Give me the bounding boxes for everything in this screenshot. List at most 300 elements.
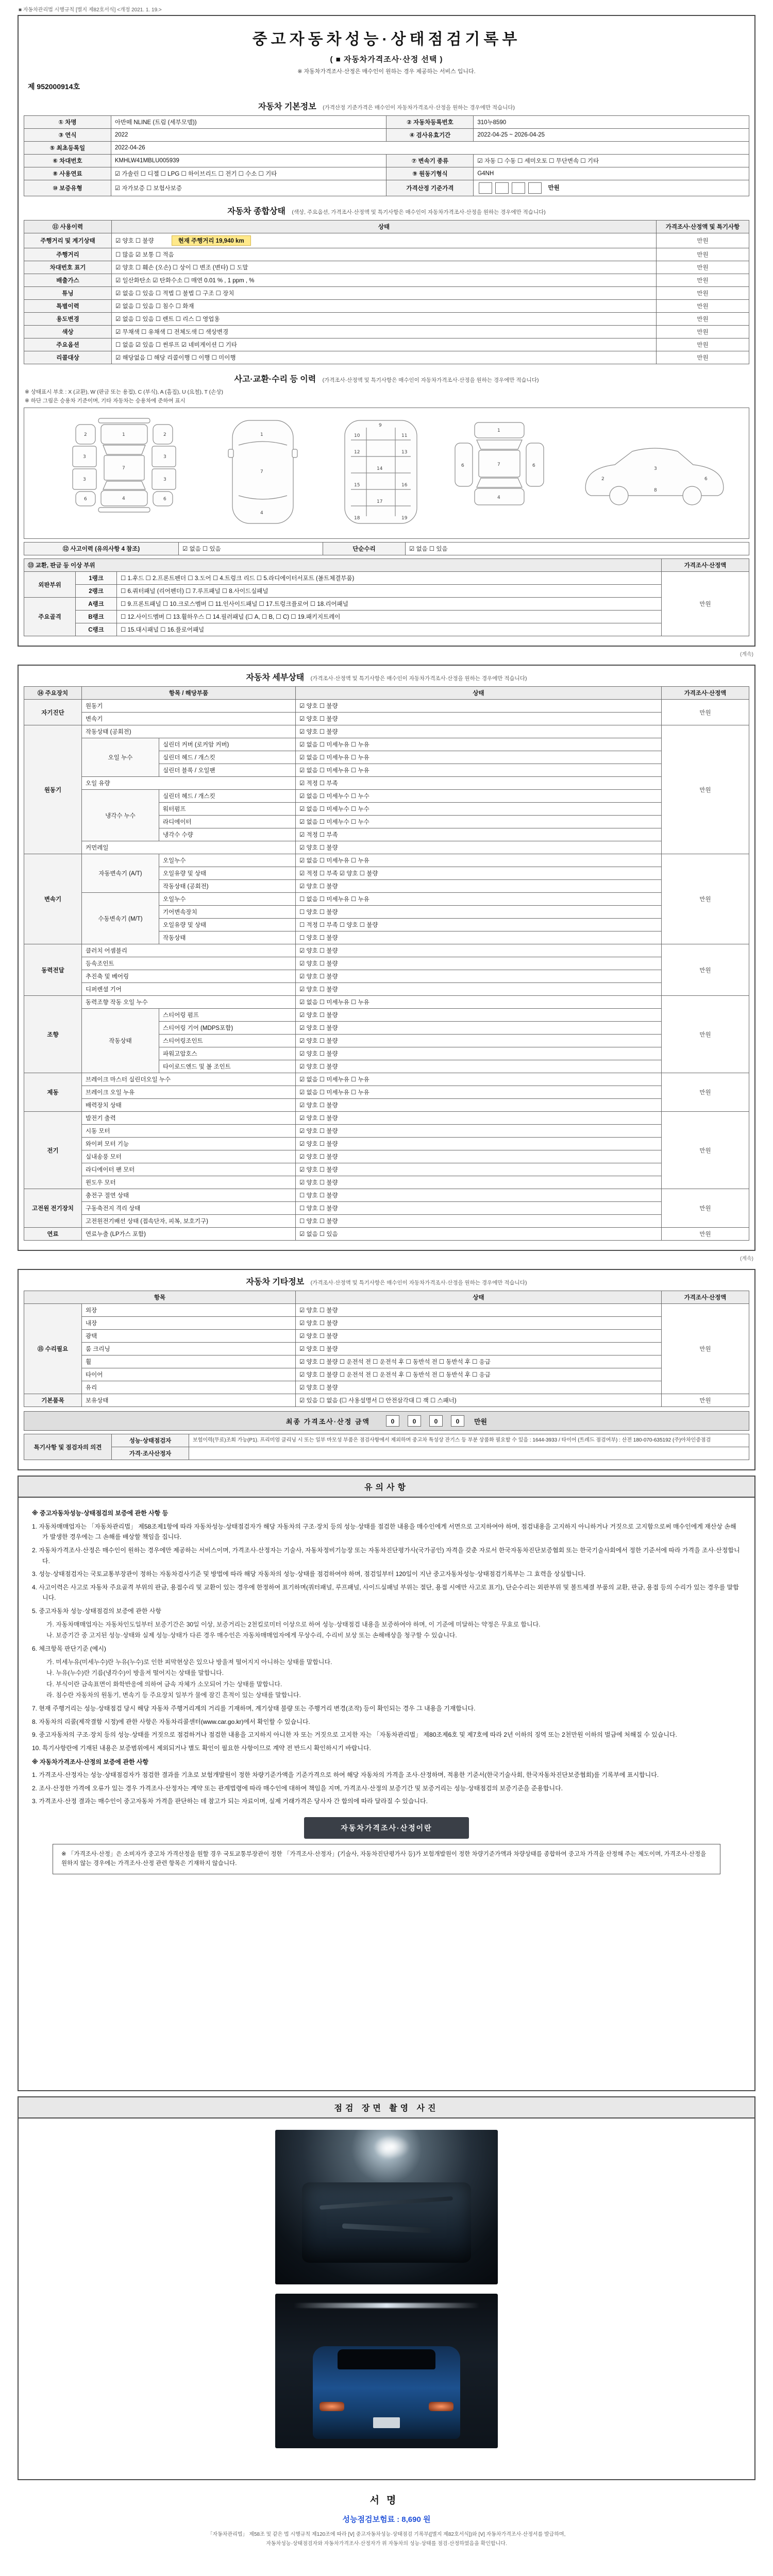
price-survey-select[interactable]: ( ■ 자동차가격조사·산정 선택 ) <box>330 55 443 64</box>
svg-text:3: 3 <box>163 477 166 482</box>
transmission-checkboxes[interactable]: ☑ 자동 ☐ 수동 ☐ 세미오토 ☐ 무단변속 ☐ 기타 <box>474 155 749 167</box>
fuel-checkboxes[interactable]: ☑ 가솔린 ☐ 디젤 ☐ LPG ☐ 하이브리드 ☐ 전기 ☐ 수소 ☐ 기타 <box>111 167 386 180</box>
fuel-label: ⑧ 사용연료 <box>24 167 111 180</box>
car-name-label: ① 차명 <box>24 116 111 129</box>
etc-info-title: 자동차 기타정보 (가격조사·산정액 및 특기사항은 매수인이 자동차가격조사·산정을 원하는 경우에만 적습니다) <box>246 1278 527 1286</box>
status-checkboxes[interactable]: ☑ 양호 ☐ 불량 <box>296 1035 662 1047</box>
status-checkboxes[interactable]: ☑ 양호 ☐ 불량 <box>296 880 662 893</box>
status-checkboxes[interactable]: ☑ 양호 ☐ 불량 <box>296 1009 662 1022</box>
fee-value: 8,690 원 <box>401 2515 431 2524</box>
warranty-type-checkboxes[interactable]: ☑ 자가보증 ☐ 보험사보증 <box>111 180 386 196</box>
status-checkboxes[interactable]: ☐ 양호 ☐ 불량 <box>296 1189 662 1202</box>
item-label: 실내송풍 모터 <box>82 1150 296 1163</box>
device-row <box>24 1368 749 1381</box>
notice-subitem: 다. 부식이란 금속표면이 화학반응에 의하여 금속 자체가 소모되어 가는 상태를 말합니다. <box>46 1680 282 1688</box>
device-cell: 고전원 전기장치 <box>24 1189 82 1228</box>
etc-block <box>18 1269 755 1470</box>
item-label: 주행거리 및 계기상태 <box>24 233 112 248</box>
item-label: 실린더 블록 / 오일팬 <box>159 764 296 777</box>
notice-item: 3. 가격조사·산정 결과는 매수인이 중고자동차 가격을 판단하는 데 참고가 되는 자료이며, 실제 거래가격은 당사자 간 합의에 따라 달라질 수 있습니다. <box>32 1798 428 1805</box>
item-label: 동력조향 작동 오일 누수 <box>82 996 296 1009</box>
item-label: 타이로드엔드 및 볼 조인트 <box>159 1060 296 1073</box>
rank-price-cell: 만원 <box>662 572 749 636</box>
item-label: 디퍼렌셜 기어 <box>82 983 296 996</box>
device-cell: 변속기 <box>24 854 82 944</box>
status-checkboxes[interactable]: ☑ 양호 ☐ 불량 <box>296 1176 662 1189</box>
status-checkboxes[interactable]: ☑ 무채색 ☐ 유채색 ☐ 전체도색 ☐ 색상변경 <box>112 326 657 338</box>
inspection-period-value: 2022-04-25 ~ 2026-04-25 <box>474 129 749 142</box>
overall-row <box>24 351 749 364</box>
final-price-digit: 0 <box>408 1415 421 1427</box>
car-underbody <box>302 2182 471 2263</box>
status-checkboxes[interactable]: ☑ 양호 ☐ 불량 <box>296 725 662 738</box>
svg-text:16: 16 <box>401 483 408 488</box>
status-checkboxes[interactable]: ☑ 양호 ☐ 불량 <box>296 1330 662 1343</box>
notice-item: 10. 특기사항란에 기재된 내용은 보증범위에서 제외되거나 별도 확인이 필요한 사항이므로 계약 전 반드시 확인하시기 바랍니다. <box>32 1744 371 1752</box>
car-diagram-panel <box>24 408 749 539</box>
svg-text:1: 1 <box>122 432 125 437</box>
device-row <box>24 1073 749 1086</box>
svg-text:1: 1 <box>260 432 263 437</box>
base-price-label: 가격산정 기준가격 <box>386 180 474 196</box>
price-header: 가격조사·산정액 <box>662 1291 749 1304</box>
notice-item: 2. 자동차가격조사·산정은 매수인이 원하는 경우에만 제공하는 서비스이며, 가격조사·산정자는 기술사, 자동차정비기능장 또는 자동차진단평가사(국가공인) 자격을 갖춘 자로서 한국자동차진단보증협회 또는 한국기술사회에서 정한 기준서에 따라 가격을 조사·산정합니다. <box>32 1546 740 1565</box>
final-price-bar <box>24 1411 749 1431</box>
status-checkboxes[interactable]: ☑ 양호 ☐ 불량 <box>296 983 662 996</box>
svg-text:17: 17 <box>377 499 383 504</box>
notice-item: 1. 가격조사·산정자는 성능·상태점검자가 점검한 결과를 기초로 보험개발원이 정한 차량기준가액을 기준가격으로 하여 해당 자동차의 가격을 조사·산정하며, 적용한 기준서(한국기술사회, 한국자동차진단보증협회)를 기록부에 표시합니다. <box>32 1771 659 1779</box>
final-price-unit: 만원 <box>474 1417 488 1426</box>
status-checkboxes[interactable]: ☑ 없음 ☐ 미세누유 ☐ 누유 <box>296 751 662 764</box>
notice-heading-2: ※ 자동차가격조사·산정의 보증에 관한 사항 <box>32 1758 149 1766</box>
status-checkboxes[interactable]: ☑ 양호 ☐ 불량 현재 주행거리 19,940 km <box>112 233 657 248</box>
status-checkboxes[interactable]: ☑ 적정 ☐ 부족 <box>296 828 662 841</box>
status-checkboxes[interactable]: ☑ 양호 ☐ 훼손 (오손) ☐ 상이 ☐ 변조 (변타) ☐ 도말 <box>112 261 657 274</box>
item-label: 윈도우 모터 <box>82 1176 296 1189</box>
device-row <box>24 1343 749 1355</box>
rank-name: C랭크 <box>76 623 117 636</box>
status-checkboxes[interactable]: ☐ 양호 ☐ 불량 <box>296 931 662 944</box>
device-row <box>24 1189 749 1202</box>
item-label: 연료누출 (LP가스 포함) <box>82 1228 296 1241</box>
device-cell: 자기진단 <box>24 700 82 725</box>
status-checkboxes[interactable]: ☑ 양호 ☐ 불량 <box>296 1060 662 1073</box>
device-row <box>24 944 749 957</box>
car-diagram-top <box>228 420 297 523</box>
notice-subitem: 라. 침수란 자동차의 원동기, 변속기 등 주요장치 일부가 물에 잠긴 흔적이 있는 상태를 말합니다. <box>46 1691 301 1699</box>
price-cell: 만원 <box>662 854 749 944</box>
price-header: 가격조사·산정액 및 특기사항 <box>657 221 749 233</box>
inspection-period-label: ④ 검사유효기간 <box>386 129 474 142</box>
status-checkboxes[interactable]: ☑ 없음 ☐ 미세누유 ☐ 누유 <box>296 738 662 751</box>
svg-text:7: 7 <box>260 469 263 474</box>
subgroup-cell: 작동상태 <box>82 1009 159 1073</box>
device-row <box>24 854 749 867</box>
status-checkboxes[interactable]: ☑ 없음 ☐ 있음 <box>296 1228 662 1241</box>
item-label: 스티어링 기어 (MDPS포함) <box>159 1022 296 1035</box>
status-checkboxes[interactable]: ☑ 없음 ☐ 있음 ☐ 침수 ☐ 화재 <box>112 300 657 313</box>
status-checkboxes[interactable]: ☑ 양호 ☐ 불량 <box>296 1150 662 1163</box>
svg-text:1: 1 <box>497 428 500 433</box>
status-checkboxes[interactable]: ☑ 없음 ☐ 미세누수 ☐ 누수 <box>296 816 662 828</box>
transmission-label: ⑦ 변속기 종류 <box>386 155 474 167</box>
main-frame-label: 주요골격 <box>24 598 76 636</box>
device-cell: 원동기 <box>24 725 82 854</box>
status-checkboxes[interactable]: ☐ 없음 ☑ 있음 ☐ 썬루프 ☑ 네비게이션 ☐ 기타 <box>112 338 657 351</box>
svg-text:12: 12 <box>354 450 360 455</box>
overall-row <box>24 248 749 261</box>
notice-subitem: 가. 자동차매매업자는 자동차인도일부터 보증기간은 30일 이상, 보증거리는 2천킬로미터 이상으로 하여 성능·상태점검 내용을 보증하여야 하며, 이 기준에 미달하는 약정은 무효로 합니다. <box>46 1620 541 1628</box>
rank-name: 1랭크 <box>76 572 117 585</box>
status-header: 상태 <box>296 687 662 700</box>
item-label: 주요옵션 <box>24 338 112 351</box>
device-row <box>24 1317 749 1330</box>
status-checkboxes[interactable]: ☐ 없음 ☐ 미세누유 ☐ 누유 <box>296 893 662 906</box>
status-checkboxes[interactable]: ☑ 없음 ☐ 미세누유 ☐ 누유 <box>296 1073 662 1086</box>
svg-text:13: 13 <box>401 450 408 455</box>
item-label: 커먼레일 <box>82 841 296 854</box>
svg-text:14: 14 <box>377 466 383 471</box>
base-price-unit: 만원 <box>548 185 560 192</box>
status-checkboxes[interactable]: ☑ 양호 ☐ 불량 <box>296 1047 662 1060</box>
model-year-label: ③ 연식 <box>24 129 111 142</box>
device-cell: 전기 <box>24 1112 82 1189</box>
status-checkboxes[interactable]: ☑ 적정 ☐ 부족 ☑ 양호 ☐ 불량 <box>296 867 662 880</box>
inspector-opinion-text: 보험이력(무료)조회 가능(P1). 프리미엄 클리닝 시 또는 일부 마모성 부품은 점검사항에서 제외하며 중고차 특성상 잔기스 등 부분 상품화 필요할 수 있음 : 1644-3933 / 타이어 (트레드 점검여부) : 산전 180-070-635192 (주)아차인증점검 <box>189 1434 749 1447</box>
notice-subitem: 가. 미세누유(미세누수)란 누유(누수)로 인한 피막현상은 있으나 방울져 떨어지지 아니하는 상태를 말합니다. <box>46 1658 332 1666</box>
base-price-digit <box>528 182 542 194</box>
overall-row <box>24 287 749 300</box>
svg-text:6: 6 <box>163 497 166 502</box>
inspection-photo-rear-lift <box>275 2294 498 2448</box>
engine-type-value: G4NH <box>474 167 749 180</box>
item-label: 리콜대상 <box>24 351 112 364</box>
status-checkboxes[interactable]: ☐ 양호 ☐ 불량 <box>296 906 662 919</box>
price-cell: 만원 <box>657 338 749 351</box>
device-row <box>24 893 749 906</box>
status-checkboxes[interactable]: ☑ 양호 ☐ 불량 <box>296 957 662 970</box>
status-checkboxes[interactable]: ☑ 양호 ☐ 불량 ☐ 운전석 전 ☐ 운전석 후 ☐ 동반석 전 ☐ 동반석 후 ☐ 응급 <box>296 1368 662 1381</box>
item-label: 고전원전기배선 상태 (접속단자, 피복, 보호기구) <box>82 1215 296 1228</box>
svg-text:10: 10 <box>354 433 360 438</box>
svg-text:8: 8 <box>654 488 657 493</box>
device-row <box>24 777 749 790</box>
overall-status-title: 자동차 종합상태 (색상, 주요옵션, 가격조사·산정액 및 특기사항은 매수인이 자동차가격조사·산정을 원하는 경우에만 적습니다) <box>227 207 546 216</box>
price-cell: 만원 <box>657 313 749 326</box>
subgroup-cell: 자동변속기 (A/T) <box>82 854 159 893</box>
device-cell: 동력전달 <box>24 944 82 996</box>
item-label: 브레이크 오일 누유 <box>82 1086 296 1099</box>
price-cell: 만원 <box>662 1394 749 1407</box>
warranty-type-label: ⑩ 보증유형 <box>24 180 111 196</box>
appraiser-opinion-text <box>189 1447 749 1460</box>
svg-text:9: 9 <box>379 423 382 428</box>
item-label: 추진축 및 베어링 <box>82 970 296 983</box>
status-checkboxes[interactable]: ☐ 많음 ☑ 보통 ☐ 적음 <box>112 248 657 261</box>
svg-text:15: 15 <box>354 483 360 488</box>
price-cell: 만원 <box>662 725 749 854</box>
status-checkboxes[interactable]: ☑ 일산화탄소 ☑ 탄화수소 ☐ 매연 0.01 % , 1 ppm , % <box>112 274 657 287</box>
status-checkboxes[interactable]: ☑ 없음 ☐ 있음 ☐ 적법 ☐ 불법 ☐ 구조 ☐ 장치 <box>112 287 657 300</box>
item-label: 유리 <box>82 1381 296 1394</box>
rank-name: A랭크 <box>76 598 117 611</box>
status-checkboxes[interactable]: ☑ 없음 ☐ 있음 ☐ 렌트 ☐ 리스 ☐ 영업용 <box>112 313 657 326</box>
status-checkboxes[interactable]: ☑ 양호 ☐ 불량 <box>296 970 662 983</box>
accident-history-title: 사고·교환·수리 등 이력 (가격조사·산정액 및 특기사항은 매수인이 자동차가격조사·산정을 원하는 경우에만 적습니다) <box>234 375 539 384</box>
item-label: 오일누수 <box>159 854 296 867</box>
device-row <box>24 1330 749 1343</box>
price-cell: 만원 <box>657 326 749 338</box>
device-cell: ⑮ 수리필요 <box>24 1304 82 1394</box>
status-checkboxes[interactable]: ☑ 있음 ☐ 없음 (☐ 사용설명서 ☐ 안전삼각대 ☐ 잭 ☐ 스패너) <box>296 1394 662 1407</box>
device-cell: 연료 <box>24 1228 82 1241</box>
front-block <box>18 15 755 647</box>
price-cell: 만원 <box>662 700 749 725</box>
license-plate <box>373 2417 400 2428</box>
status-checkboxes[interactable]: ☑ 없음 ☐ 미세누유 ☐ 누유 <box>296 1086 662 1099</box>
diagram-basis-legend: ※ 하단 그림은 승용차 기준이며, 기타 자동차는 승용차에 준하여 표시 <box>25 398 186 404</box>
item-label: 변속기 <box>82 713 296 725</box>
document-number: 제 952000914호 <box>28 82 80 91</box>
status-checkboxes[interactable]: ☑ 없음 ☐ 미세누유 ☐ 누유 <box>296 854 662 867</box>
status-checkboxes[interactable]: ☑ 없음 ☐ 미세누유 ☐ 누유 <box>296 764 662 777</box>
rank-name: B랭크 <box>76 611 117 623</box>
car-diagrams <box>26 412 737 532</box>
notice-heading-1: ※ 중고자동차성능·상태점검의 보증에 관한 사항 등 <box>32 1510 169 1517</box>
ceiling-light <box>293 2303 480 2308</box>
device-row <box>24 1176 749 1189</box>
status-checkboxes[interactable]: ☑ 없음 ☐ 미세누수 ☐ 누수 <box>296 803 662 816</box>
item-label: 라디에이터 팬 모터 <box>82 1163 296 1176</box>
notice-item: 9. 중고자동차의 구조·장치 등의 성능·상태를 거짓으로 점검하거나 점검한 내용을 고지하지 아니한 자 또는 거짓으로 고지한 자는 「자동차관리법」 제80조제6호 및 제7호에 따라 2년 이하의 징역 또는 2천만원 이하의 벌금에 처해질 수 있습니다. <box>32 1731 677 1739</box>
item-label: 오일 유량 <box>82 777 296 790</box>
first-reg-value: 2022-04-26 <box>111 142 749 155</box>
accident-history-label: ⑫ 사고이력 (유의사항 4 참조) <box>24 543 179 555</box>
device-row <box>24 1228 749 1241</box>
photos-block <box>18 2096 755 2480</box>
device-row <box>24 957 749 970</box>
status-checkboxes[interactable]: ☑ 양호 ☐ 불량 <box>296 700 662 713</box>
rank-item-checkboxes[interactable]: ☐ 9.프론트패널 ☐ 10.크로스멤버 ☐ 11.인사이드패널 ☐ 17.트렁크플로어 ☐ 18.리어패널 <box>117 598 662 611</box>
etc-info-table <box>24 1291 749 1407</box>
subgroup-cell: 냉각수 누수 <box>82 790 159 841</box>
price-cell: 만원 <box>657 274 749 287</box>
item-label: 스티어링조인트 <box>159 1035 296 1047</box>
basic-info-title: 자동차 기본정보 (가격산정 기준가격은 매수인이 자동차가격조사·산정을 원하는 경우에만 적습니다) <box>258 103 515 111</box>
device-row <box>24 1355 749 1368</box>
rank-item-checkboxes[interactable]: ☐ 12.사이드멤버 ☐ 13.휠하우스 ☐ 14.필러패널 (☐ A, ☐ B, ☐ C) ☐ 19.패키지트레이 <box>117 611 662 623</box>
status-checkboxes[interactable]: ☐ 양호 ☐ 불량 <box>296 1202 662 1215</box>
svg-text:7: 7 <box>122 466 125 471</box>
item-label: 타이어 <box>82 1368 296 1381</box>
item-label: 구동축전지 격리 상태 <box>82 1202 296 1215</box>
price-cell: 만원 <box>662 1073 749 1112</box>
status-checkboxes[interactable]: ☑ 양호 ☐ 불량 <box>296 713 662 725</box>
svg-text:6: 6 <box>532 463 535 468</box>
status-checkboxes[interactable]: ☐ 양호 ☐ 불량 <box>296 1215 662 1228</box>
item-label: 스티어링 펌프 <box>159 1009 296 1022</box>
status-checkboxes[interactable]: ☑ 양호 ☐ 불량 <box>296 1381 662 1394</box>
device-cell: 제동 <box>24 1073 82 1112</box>
basic-info-table <box>24 115 749 196</box>
svg-text:3: 3 <box>654 466 657 471</box>
status-checkboxes[interactable]: ☑ 양호 ☐ 불량 <box>296 1138 662 1150</box>
status-checkboxes[interactable]: ☑ 없음 ☐ 미세누수 ☐ 누수 <box>296 790 662 803</box>
device-row <box>24 738 749 751</box>
car-diagram-side <box>585 448 724 505</box>
status-header: 상태 <box>112 221 657 233</box>
item-label: 오일누수 <box>159 893 296 906</box>
notice-item-list <box>32 1521 741 1754</box>
outer-panel-label: 외판부위 <box>24 572 76 598</box>
notice-item: 4. 사고이력은 사고로 자동차 주요골격 부위의 판금, 용접수리 및 교환이 있는 경우에 한정하여 표기하며(쿼터패널, 루프패널, 사이드실패널 부위는 절단, 용접 시에만 사고로 표기), 단순수리는 외판부위 및 볼트체결 부품의 교환, 판금, 용접 등의 수리가 있는 경우를 말합니다. <box>32 1583 739 1602</box>
item-label: 작동상태 (공회전) <box>159 880 296 893</box>
status-checkboxes[interactable]: ☑ 없음 ☐ 미세누유 ☐ 누유 <box>296 996 662 1009</box>
price-survey-info-box: ※ 「가격조사·산정」은 소비자가 중고차 가격산정을 원할 경우 국토교통부장관이 정한 「가격조사·산정자」(기술사, 자동차진단평가사 등)가 보험개발원이 정한 차량기준가액과 차량상태를 종합하여 중고차 가격을 산정해 주는 제도이며, 가격조사·산정을 원하지 않는 경우에는 가격조사·산정 관련 항목은 기재하지 않습니다. <box>53 1844 720 1874</box>
svg-text:3: 3 <box>83 477 86 482</box>
status-checkboxes[interactable]: ☑ 양호 ☐ 불량 <box>296 1125 662 1138</box>
status-checkboxes[interactable]: ☑ 양호 ☐ 불량 <box>296 1343 662 1355</box>
item-label: 차대번호 표기 <box>24 261 112 274</box>
signature-label: 서명 <box>369 2495 404 2506</box>
svg-text:4: 4 <box>122 496 125 501</box>
fee-label: 성능점검보험료 : <box>342 2515 400 2524</box>
model-year-value: 2022 <box>111 129 386 142</box>
overall-row <box>24 338 749 351</box>
base-price-digit <box>479 182 492 194</box>
item-label: 클러치 어셈블리 <box>82 944 296 957</box>
svg-text:3: 3 <box>83 454 86 460</box>
inspector-label: 성능·상태점검자 <box>112 1434 189 1447</box>
overall-row <box>24 313 749 326</box>
reg-no-label: ② 자동차등록번호 <box>386 116 474 129</box>
vin-label: ⑥ 차대번호 <box>24 155 111 167</box>
overall-row <box>24 233 749 248</box>
accident-history-table <box>24 542 749 555</box>
item-label: 주행거리 <box>24 248 112 261</box>
base-price-value <box>474 180 749 196</box>
item-label: 광택 <box>82 1330 296 1343</box>
base-price-digit <box>512 182 525 194</box>
device-row <box>24 1150 749 1163</box>
item-label: 내장 <box>82 1317 296 1330</box>
appraiser-label: 가격·조사산정자 <box>112 1447 189 1460</box>
notice-item: 2. 조사·산정한 가격에 오류가 있는 경우 가격조사·산정자는 계약 또는 관계법령에 따라 매수인에 대하여 책임을 지며, 가격조사·산정의 보증기간 및 보증거리는 성능·상태점검의 보증기준을 준용합니다. <box>32 1784 563 1792</box>
continue-mark: (계속) <box>740 652 753 657</box>
device-row <box>24 713 749 725</box>
price-cell: 만원 <box>662 1228 749 1241</box>
status-checkboxes[interactable]: ☐ 적정 ☐ 부족 ☐ 양호 ☐ 불량 <box>296 919 662 931</box>
vin-value: KMHLW41MBLU005939 <box>111 155 386 167</box>
status-checkboxes[interactable]: ☑ 적정 ☐ 부족 <box>296 777 662 790</box>
price-survey-info-button[interactable]: 자동차가격조사·산정이란 <box>304 1817 469 1839</box>
rank-item-checkboxes[interactable]: ☐ 6.쿼터패널 (리어펜더) ☐ 7.루프패널 ☐ 8.사이드실패널 <box>117 585 662 598</box>
status-checkboxes[interactable]: ☑ 양호 ☐ 불량 <box>296 1317 662 1330</box>
svg-text:7: 7 <box>497 462 500 467</box>
detail-status-title: 자동차 세부상태 (가격조사·산정액 및 특기사항은 매수인이 자동차가격조사·산정을 원하는 경우에만 적습니다) <box>246 673 527 682</box>
device-row <box>24 1215 749 1228</box>
photos-title: 점검 장면 촬영 사진 <box>19 2097 754 2119</box>
svg-text:2: 2 <box>163 432 166 437</box>
item-label: 오일유량 및 상태 <box>159 867 296 880</box>
price-cell: 만원 <box>662 1189 749 1228</box>
item-label: 작동상태 <box>159 931 296 944</box>
price-cell: 만원 <box>657 287 749 300</box>
item-label: 배력장치 상태 <box>82 1099 296 1112</box>
device-row <box>24 970 749 983</box>
status-checkboxes[interactable]: ☑ 해당없음 ☐ 해당 리콜이행 ☐ 이행 ☐ 미이행 <box>112 351 657 364</box>
device-row <box>24 983 749 996</box>
current-mileage-highlight: 현재 주행거리 19,940 km <box>172 235 251 246</box>
item-label: 실린더 헤드 / 개스킷 <box>159 790 296 803</box>
rank-item-checkboxes[interactable]: ☐ 15.대시패널 ☐ 16.플로어패널 <box>117 623 662 636</box>
engine-type-label: ⑨ 원동기형식 <box>386 167 474 180</box>
rank-item-checkboxes[interactable]: ☐ 1.후드 ☐ 2.프론트펜더 ☐ 3.도어 ☐ 4.트렁크 리드 ☐ 5.라디에이터서포트 (볼트체결부품) <box>117 572 662 585</box>
final-price-digit: 0 <box>451 1415 464 1427</box>
device-cell: 조향 <box>24 996 82 1073</box>
status-checkboxes[interactable]: ☑ 양호 ☐ 불량 <box>296 1099 662 1112</box>
item-label: 배출가스 <box>24 274 112 287</box>
status-checkboxes[interactable]: ☑ 양호 ☐ 불량 <box>296 841 662 854</box>
item-label: 워터펌프 <box>159 803 296 816</box>
notice-item: 1. 자동차매매업자는 「자동차관리법」 제58조제1항에 따라 자동차성능·상태점검자가 해당 자동차의 구조·장치 등의 성능·상태를 점검한 내용을 매수인에게 서면으로 고지하여야 하며, 점검내용을 고지하지 아니하거나 거짓으로 고지함으로써 매수인에게 재산상 손해가 발생한 경우에는 그 손해를 배상할 책임을 집니다. <box>32 1522 736 1541</box>
first-reg-label: ⑤ 최초등록일 <box>24 142 111 155</box>
status-checkboxes[interactable]: ☑ 양호 ☐ 불량 ☐ 운전석 전 ☐ 운전석 후 ☐ 동반석 전 ☐ 동반석 후 ☐ 응급 <box>296 1355 662 1368</box>
device-row <box>24 1381 749 1394</box>
item-label: 실린더 헤드 / 개스킷 <box>159 751 296 764</box>
device-row <box>24 1163 749 1176</box>
status-checkboxes[interactable]: ☑ 양호 ☐ 불량 <box>296 944 662 957</box>
status-checkboxes[interactable]: ☑ 양호 ☐ 불량 <box>296 1304 662 1317</box>
svg-text:3: 3 <box>163 454 166 460</box>
form-reference: ■ 자동차관리법 시행규칙 [별지 제82호서식] <개정 2021. 1. 19.> <box>19 7 162 13</box>
status-checkboxes[interactable]: ☑ 양호 ☐ 불량 <box>296 1163 662 1176</box>
device-row <box>24 1202 749 1215</box>
final-price-label: 최종 가격조사·산정 금액 <box>285 1417 370 1426</box>
simple-repair-checkboxes[interactable]: ☑ 없음 ☐ 있음 <box>406 543 749 555</box>
item-label: 외장 <box>82 1304 296 1317</box>
device-row <box>24 1304 749 1317</box>
svg-text:4: 4 <box>260 511 263 516</box>
rank-price-header: 가격조사·산정액 <box>662 559 749 572</box>
accident-history-checkboxes[interactable]: ☑ 없음 ☐ 있음 <box>179 543 323 555</box>
inspection-photo-underbody <box>275 2130 498 2284</box>
tail-lamp-left <box>320 2402 344 2411</box>
document-header <box>24 16 749 95</box>
overall-row <box>24 261 749 274</box>
status-header: 상태 <box>296 1291 662 1304</box>
notice-title: 유의사항 <box>19 1477 754 1498</box>
notice-item: 5. 중고자동차 성능·상태점검의 보증에 관한 사항 <box>32 1607 161 1615</box>
price-cell: 만원 <box>662 944 749 996</box>
status-checkboxes[interactable]: ☑ 양호 ☐ 불량 <box>296 1112 662 1125</box>
status-checkboxes[interactable]: ☑ 양호 ☐ 불량 <box>296 1022 662 1035</box>
svg-text:19: 19 <box>401 516 408 521</box>
car-diagram-underbody <box>345 420 417 523</box>
final-price-digit: 0 <box>429 1415 443 1427</box>
opinion-section-label: 특기사항 및 점검자의 의견 <box>24 1434 112 1460</box>
item-label: 라디에이터 <box>159 816 296 828</box>
item-label: 보유상태 <box>82 1394 296 1407</box>
overall-row <box>24 300 749 313</box>
usage-history-header: ⑪ 사용이력 <box>24 221 112 233</box>
item-label: 룸 크리닝 <box>82 1343 296 1355</box>
item-label: 오일유량 및 상태 <box>159 919 296 931</box>
item-label: 냉각수 수량 <box>159 828 296 841</box>
footer-line-2: 자동차성능·상태점검자와 자동차가격조사·산정자가 위 자동차의 성능·상태를 점검·산정하였음을 확인합니다. <box>266 2541 507 2547</box>
work-light-glare <box>373 2134 410 2159</box>
device-row <box>24 1099 749 1112</box>
